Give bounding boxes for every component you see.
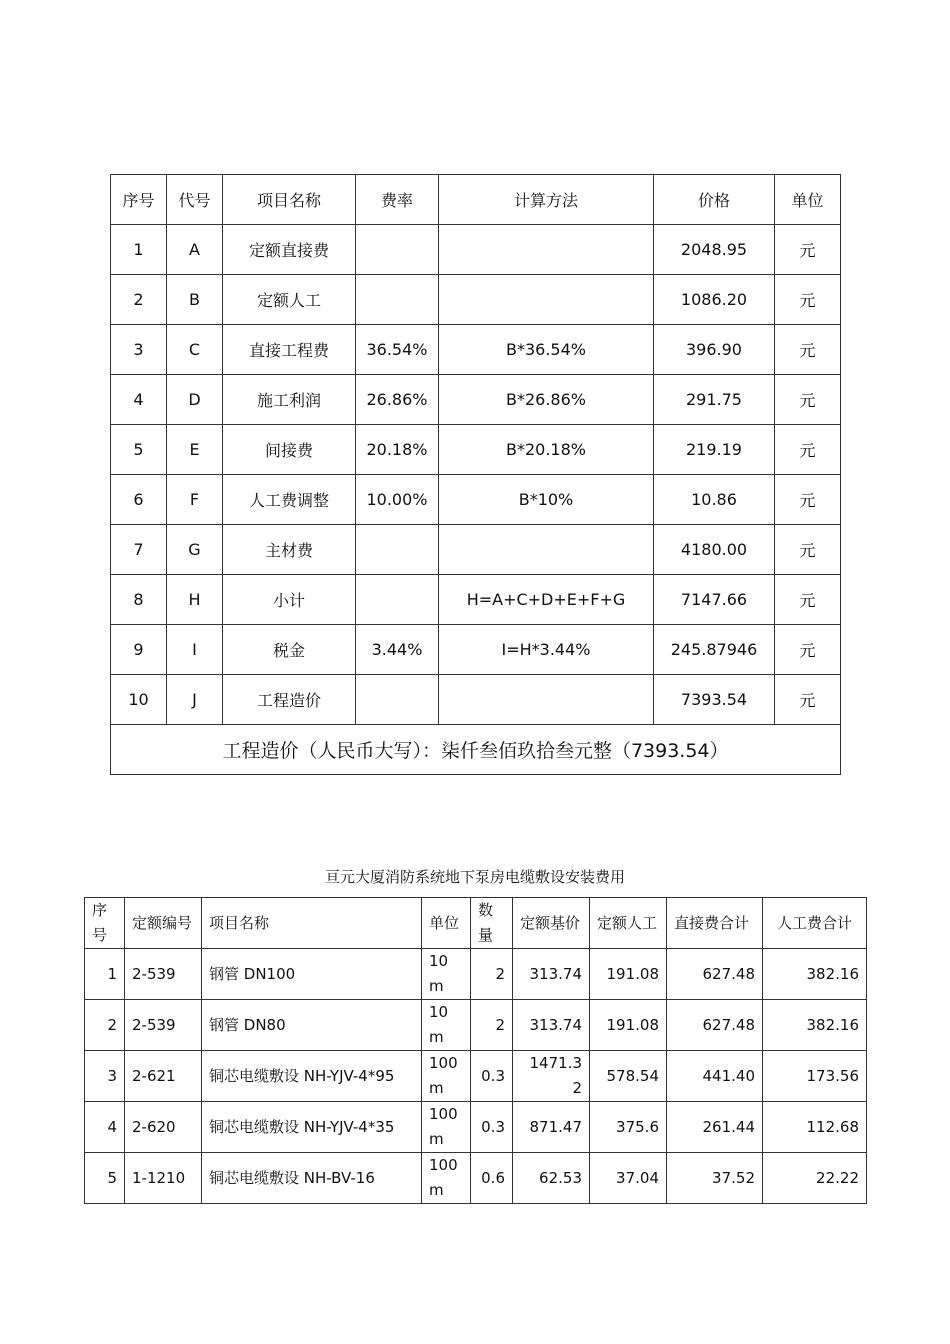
table-row <box>111 625 841 675</box>
header-labor-quota: 定额人工 <box>590 898 667 949</box>
cell-labor-quota: 578.54 <box>590 1051 667 1102</box>
cell-quota-code: 2-539 <box>125 949 202 1000</box>
cell-rate <box>356 525 439 575</box>
detail-header-row <box>85 898 867 949</box>
cell-unit: 100 m <box>422 1153 471 1204</box>
cell-price: 291.75 <box>654 375 775 425</box>
cell-labor-quota: 375.6 <box>590 1102 667 1153</box>
cell-unit: 10 m <box>422 949 471 1000</box>
cell-base-price: 1471.32 <box>513 1051 590 1102</box>
cell-item-name: 小计 <box>223 575 356 625</box>
cell-index: 2 <box>111 275 167 325</box>
cell-direct-cost-total: 441.40 <box>667 1051 763 1102</box>
header-quota-code: 定额编号 <box>125 898 202 949</box>
cell-unit: 元 <box>775 475 841 525</box>
table-row <box>85 1000 867 1051</box>
table-row <box>111 675 841 725</box>
cell-code: I <box>167 625 223 675</box>
cell-index: 6 <box>111 475 167 525</box>
cell-price: 7393.54 <box>654 675 775 725</box>
detail-table-title: 亘元大厦消防系统地下泵房电缆敷设安装费用 <box>324 868 625 886</box>
cell-base-price: 871.47 <box>513 1102 590 1153</box>
cell-base-price: 62.53 <box>513 1153 590 1204</box>
cell-index: 5 <box>85 1153 125 1204</box>
cell-item-name: 钢管 DN80 <box>202 1000 422 1051</box>
cell-item-name: 铜芯电缆敷设 NH-YJV-4*95 <box>202 1051 422 1102</box>
cell-unit: 元 <box>775 325 841 375</box>
cell-item-name: 间接费 <box>223 425 356 475</box>
header-labor-cost-total: 人工费合计 <box>763 898 867 949</box>
cell-unit: 元 <box>775 425 841 475</box>
cell-index: 3 <box>111 325 167 375</box>
cell-labor-cost-total: 382.16 <box>763 949 867 1000</box>
cell-quantity: 0.3 <box>471 1051 513 1102</box>
cell-price: 7147.66 <box>654 575 775 625</box>
summary-total-row <box>111 725 841 775</box>
cell-index: 10 <box>111 675 167 725</box>
header-direct-cost-total: 直接费合计 <box>667 898 763 949</box>
header-rate: 费率 <box>356 175 439 225</box>
header-unit: 单位 <box>775 175 841 225</box>
cell-index: 1 <box>111 225 167 275</box>
cell-method: B*10% <box>439 475 654 525</box>
cell-quantity: 0.6 <box>471 1153 513 1204</box>
cell-direct-cost-total: 627.48 <box>667 949 763 1000</box>
cell-quantity: 2 <box>471 949 513 1000</box>
cell-price: 4180.00 <box>654 525 775 575</box>
cell-index: 9 <box>111 625 167 675</box>
cell-price: 245.87946 <box>654 625 775 675</box>
cell-rate: 36.54% <box>356 325 439 375</box>
cell-rate: 26.86% <box>356 375 439 425</box>
cell-unit: 元 <box>775 625 841 675</box>
cell-direct-cost-total: 627.48 <box>667 1000 763 1051</box>
cell-method <box>439 225 654 275</box>
header-item-name: 项目名称 <box>223 175 356 225</box>
table-row <box>85 949 867 1000</box>
cell-code: C <box>167 325 223 375</box>
cell-item-name: 施工利润 <box>223 375 356 425</box>
cell-method <box>439 275 654 325</box>
cell-unit: 元 <box>775 525 841 575</box>
cell-item-name: 铜芯电缆敷设 NH-BV-16 <box>202 1153 422 1204</box>
cell-item-name: 工程造价 <box>223 675 356 725</box>
cell-quantity: 2 <box>471 1000 513 1051</box>
cell-price: 396.90 <box>654 325 775 375</box>
cell-item-name: 钢管 DN100 <box>202 949 422 1000</box>
header-quantity: 数量 <box>471 898 513 949</box>
cell-rate: 10.00% <box>356 475 439 525</box>
cell-code: E <box>167 425 223 475</box>
cell-base-price: 313.74 <box>513 949 590 1000</box>
cell-index: 5 <box>111 425 167 475</box>
cell-rate <box>356 675 439 725</box>
cell-labor-quota: 191.08 <box>590 949 667 1000</box>
cell-base-price: 313.74 <box>513 1000 590 1051</box>
cell-item-name: 直接工程费 <box>223 325 356 375</box>
cell-method: H=A+C+D+E+F+G <box>439 575 654 625</box>
cell-item-name: 税金 <box>223 625 356 675</box>
cost-summary-table <box>110 174 841 775</box>
table-row <box>111 475 841 525</box>
cell-item-name: 定额人工 <box>223 275 356 325</box>
cell-method: B*26.86% <box>439 375 654 425</box>
cell-unit: 元 <box>775 275 841 325</box>
cell-code: J <box>167 675 223 725</box>
cell-item-name: 人工费调整 <box>223 475 356 525</box>
cell-method: I=H*3.44% <box>439 625 654 675</box>
cell-index: 3 <box>85 1051 125 1102</box>
cell-rate <box>356 225 439 275</box>
cell-index: 4 <box>85 1102 125 1153</box>
table-row <box>85 1102 867 1153</box>
cell-code: B <box>167 275 223 325</box>
cell-unit: 元 <box>775 225 841 275</box>
cell-quota-code: 1-1210 <box>125 1153 202 1204</box>
header-price: 价格 <box>654 175 775 225</box>
cable-installation-detail-table <box>84 897 867 1204</box>
table-row <box>85 1051 867 1102</box>
header-base-price: 定额基价 <box>513 898 590 949</box>
cell-item-name: 主材费 <box>223 525 356 575</box>
cell-index: 4 <box>111 375 167 425</box>
table-row <box>85 1153 867 1204</box>
cell-index: 7 <box>111 525 167 575</box>
cell-index: 2 <box>85 1000 125 1051</box>
cell-quota-code: 2-621 <box>125 1051 202 1102</box>
cell-quantity: 0.3 <box>471 1102 513 1153</box>
cell-labor-cost-total: 112.68 <box>763 1102 867 1153</box>
cell-code: D <box>167 375 223 425</box>
cell-method: B*20.18% <box>439 425 654 475</box>
cell-index: 8 <box>111 575 167 625</box>
cell-price: 2048.95 <box>654 225 775 275</box>
cell-unit: 元 <box>775 375 841 425</box>
table-row <box>111 225 841 275</box>
cell-rate: 20.18% <box>356 425 439 475</box>
cell-labor-cost-total: 22.22 <box>763 1153 867 1204</box>
cell-method <box>439 675 654 725</box>
cell-direct-cost-total: 261.44 <box>667 1102 763 1153</box>
cell-unit: 100 m <box>422 1051 471 1102</box>
cell-labor-quota: 37.04 <box>590 1153 667 1204</box>
table-row <box>111 275 841 325</box>
table-row <box>111 575 841 625</box>
cell-code: A <box>167 225 223 275</box>
header-method: 计算方法 <box>439 175 654 225</box>
table-row <box>111 325 841 375</box>
cell-labor-quota: 191.08 <box>590 1000 667 1051</box>
cell-unit: 100 m <box>422 1102 471 1153</box>
cell-rate <box>356 575 439 625</box>
header-index: 序号 <box>111 175 167 225</box>
cell-quota-code: 2-620 <box>125 1102 202 1153</box>
cell-item-name: 铜芯电缆敷设 NH-YJV-4*35 <box>202 1102 422 1153</box>
cell-unit: 元 <box>775 675 841 725</box>
cell-method <box>439 525 654 575</box>
cell-price: 1086.20 <box>654 275 775 325</box>
cell-unit: 10 m <box>422 1000 471 1051</box>
table-row <box>111 425 841 475</box>
cell-rate: 3.44% <box>356 625 439 675</box>
cell-price: 219.19 <box>654 425 775 475</box>
cell-code: H <box>167 575 223 625</box>
cell-unit: 元 <box>775 575 841 625</box>
cell-labor-cost-total: 382.16 <box>763 1000 867 1051</box>
header-item-name: 项目名称 <box>202 898 422 949</box>
total-amount-in-words: 工程造价（人民币大写）：柒仟叁佰玖拾叁元整（7393.54） <box>111 725 841 775</box>
summary-header-row <box>111 175 841 225</box>
cell-price: 10.86 <box>654 475 775 525</box>
table-row <box>111 525 841 575</box>
cell-item-name: 定额直接费 <box>223 225 356 275</box>
cell-rate <box>356 275 439 325</box>
cell-index: 1 <box>85 949 125 1000</box>
table-row <box>111 375 841 425</box>
header-unit: 单位 <box>422 898 471 949</box>
header-index: 序号 <box>85 898 125 949</box>
cell-labor-cost-total: 173.56 <box>763 1051 867 1102</box>
cell-code: G <box>167 525 223 575</box>
cell-code: F <box>167 475 223 525</box>
header-code: 代号 <box>167 175 223 225</box>
cell-direct-cost-total: 37.52 <box>667 1153 763 1204</box>
cell-method: B*36.54% <box>439 325 654 375</box>
cell-quota-code: 2-539 <box>125 1000 202 1051</box>
